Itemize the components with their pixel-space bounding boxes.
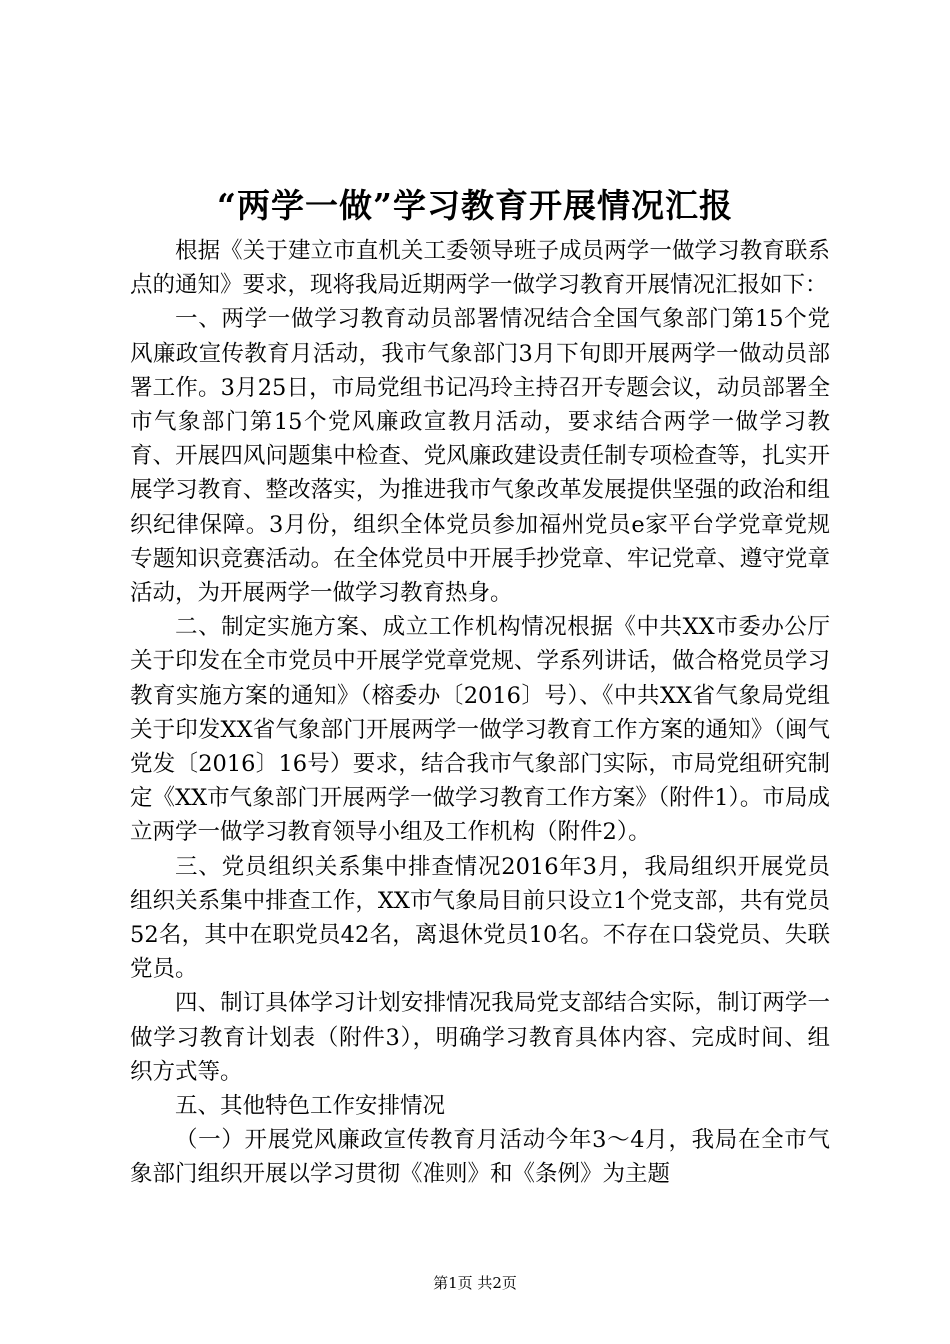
paragraph-intro: 根据《关于建立市直机关工委领导班子成员两学一做学习教育联系点的通知》要求，现将我局近期两学一做学习教育开展情况汇报如下： <box>130 238 830 299</box>
paragraph-section-2: 二、制定实施方案、成立工作机构情况根据《中共XX市委办公厅关于印发在全市党员中开展学党章党规、学系列讲话，做合格党员学习教育实施方案的通知》（榕委办〔2016〕号）、《中共XX省气象局党组关于印发XX省气象部门开展两学一做学习教育工作方案的通知》（闽气党发〔2016〕16号）要求，结合我市气象部门实际，市局党组研究制定《XX市气象部门开展两学一做学习教育工作方案》（附件1）。市局成立两学一做学习教育领导小组及工作机构（附件2）。 <box>130 614 830 846</box>
paragraph-section-1: 一、两学一做学习教育动员部署情况结合全国气象部门第15个党风廉政宣传教育月活动，我市气象部门3月下旬即开展两学一做动员部署工作。3月25日，市局党组书记冯玲主持召开专题会议，动员部署全市气象部门第15个党风廉政宣教月活动，要求结合两学一做学习教育、开展四风问题集中检查、党风廉政建设责任制专项检查等，扎实开展学习教育、整改落实，为推进我市气象改革发展提供坚强的政治和组织纪律保障。3月份，组织全体党员参加福州党员e家平台学党章党规专题知识竞赛活动。在全体党员中开展手抄党章、牢记党章、遵守党章活动，为开展两学一做学习教育热身。 <box>130 306 830 607</box>
paragraph-section-5-heading: 五、其他特色工作安排情况 <box>175 1093 446 1120</box>
page-footer: 第1页 共2页 <box>433 1274 517 1292</box>
document-title: “两学一做”学习教育开展情况汇报 <box>217 186 733 225</box>
paragraph-section-4: 四、制订具体学习计划安排情况我局党支部结合实际，制订两学一做学习教育计划表（附件3），明确学习教育具体内容、完成时间、组织方式等。 <box>130 990 830 1085</box>
paragraph-section-3: 三、党员组织关系集中排查情况2016年3月，我局组织开展党员组织关系集中排查工作，XX市气象局目前只设立1个党支部，共有党员52名，其中在职党员42名，离退休党员10名。不存在口袋党员、失联党员。 <box>130 853 830 983</box>
document-body <box>130 234 830 1192</box>
paragraph-section-5-item-1: （一）开展党风廉政宣传教育月活动今年3～4月，我局在全市气象部门组织开展以学习贯彻《准则》和《条例》为主题 <box>130 1127 830 1188</box>
